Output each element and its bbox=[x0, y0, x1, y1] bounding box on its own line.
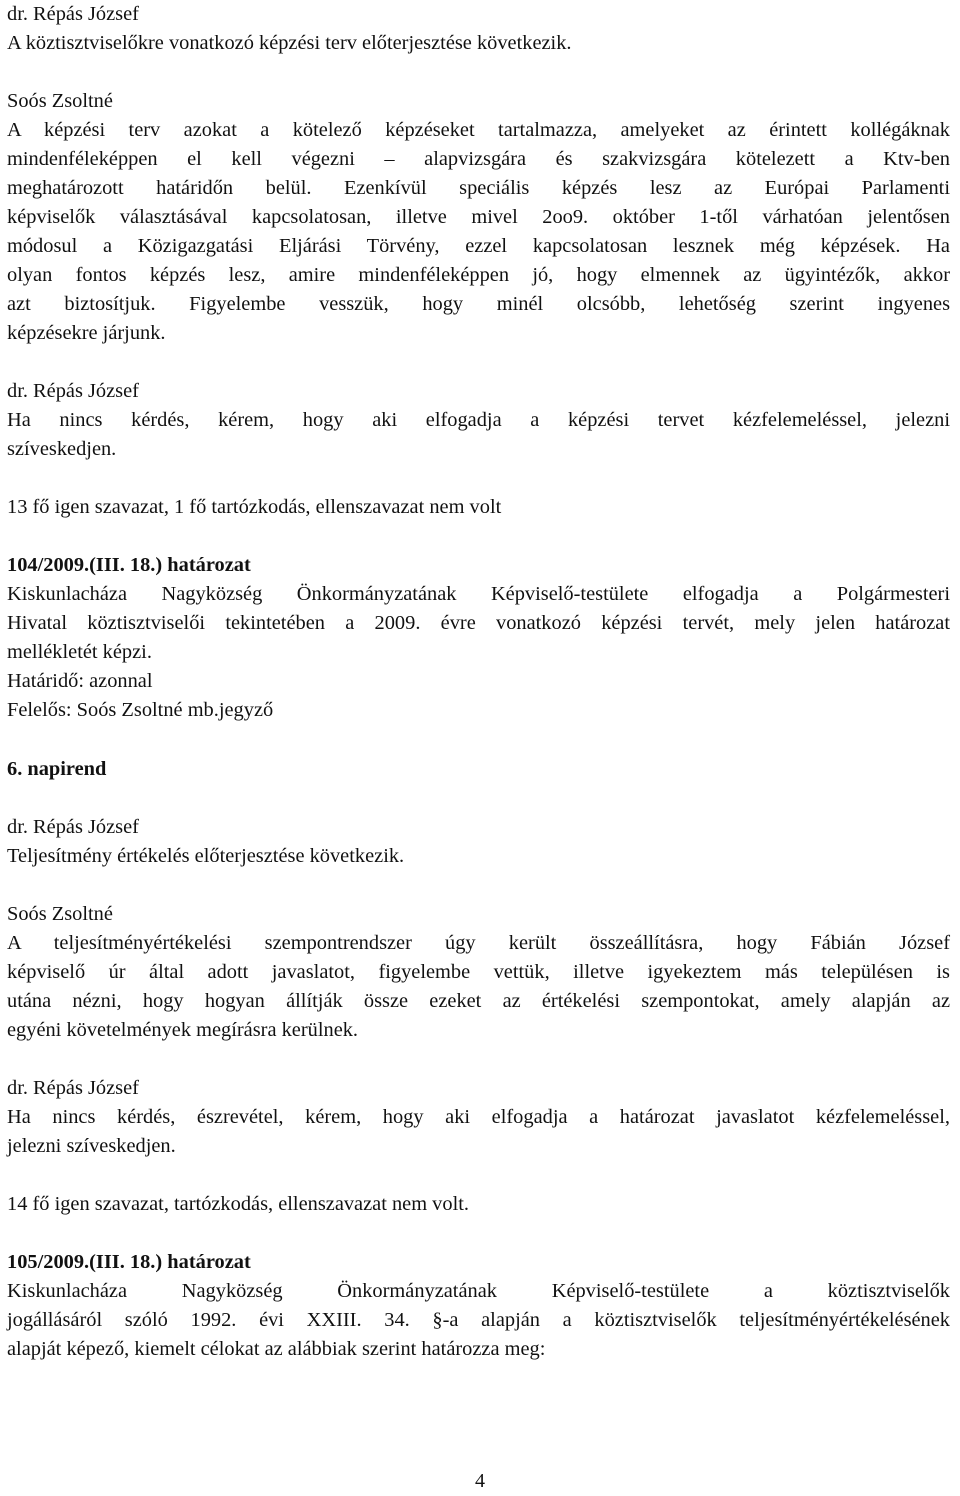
paragraph bbox=[7, 0, 950, 58]
text-line: Ha nincs kérdés, észrevétel, kérem, hogy aki elfogadja a határozat javaslatot kézfelemeléssel, bbox=[7, 1106, 950, 1128]
paragraph bbox=[7, 900, 950, 1045]
text-line: Kiskunlacháza Nagyközség Önkormányzatának Képviselő-testülete elfogadja a Polgármesteri bbox=[7, 583, 950, 605]
text-line: Kiskunlacháza Nagyközség Önkormányzatának Képviselő-testülete a köztisztviselők bbox=[7, 1280, 950, 1302]
text-line: képzésekre járjunk. bbox=[7, 322, 166, 344]
text-line: egyéni követelmények megírásra kerülnek. bbox=[7, 1019, 359, 1041]
text-line: utána nézni, hogy hogyan állítják össze ezeket az értékelési szempontokat, amely alapján az bbox=[7, 990, 950, 1012]
text-line: mellékletét képzi. bbox=[7, 641, 152, 663]
heading-line: 6. napirend bbox=[7, 758, 107, 780]
paragraph bbox=[7, 1190, 950, 1219]
text-line: meghatározott határidőn belül. Ezenkívül speciális képzés lesz az Európai Parlamenti bbox=[7, 177, 950, 199]
paragraph bbox=[7, 551, 950, 725]
text-line: dr. Répás József bbox=[7, 380, 139, 402]
paragraph bbox=[7, 813, 950, 871]
text-line: jogállásáról szóló 1992. évi XXIII. 34. §-a alapján a köztisztviselők teljesítményértékelésének bbox=[7, 1309, 950, 1331]
paragraph bbox=[7, 755, 950, 784]
text-line: 14 fő igen szavazat, tartózkodás, ellenszavazat nem volt. bbox=[7, 1193, 469, 1215]
text-line: Teljesítmény értékelés előterjesztése következik. bbox=[7, 845, 405, 867]
text-line: Soós Zsoltné bbox=[7, 903, 113, 925]
text-line: dr. Répás József bbox=[7, 3, 139, 25]
text-line: dr. Répás József bbox=[7, 816, 139, 838]
text-line: Határidő: azonnal bbox=[7, 670, 153, 692]
paragraph bbox=[7, 1248, 950, 1364]
text-line: 13 fő igen szavazat, 1 fő tartózkodás, ellenszavazat nem volt bbox=[7, 496, 502, 518]
text-line: Ha nincs kérdés, kérem, hogy aki elfogadja a képzési tervet kézfelemeléssel, jelezni bbox=[7, 409, 950, 431]
text-line: szíveskedjen. bbox=[7, 438, 117, 460]
paragraph bbox=[7, 377, 950, 464]
text-line: azt biztosítjuk. Figyelembe vesszük, hogy minél olcsóbb, lehetőség szerint ingyenes bbox=[7, 293, 950, 315]
text-line: Soós Zsoltné bbox=[7, 90, 113, 112]
text-line: Hivatal köztisztviselői tekintetében a 2009. évre vonatkozó képzési tervét, mely jelen határozat bbox=[7, 612, 950, 634]
text-line: képviselők választásával kapcsolatosan, illetve mivel 2oo9. október 1-től várhatóan jelentősen bbox=[7, 206, 950, 228]
paragraph bbox=[7, 1074, 950, 1161]
text-line: Felelős: Soós Zsoltné mb.jegyző bbox=[7, 699, 274, 721]
text-line: alapját képező, kiemelt célokat az alábbiak szerint határozza meg: bbox=[7, 1338, 546, 1360]
text-line: A köztisztviselőkre vonatkozó képzési terv előterjesztése következik. bbox=[7, 32, 572, 54]
text-line: dr. Répás József bbox=[7, 1077, 139, 1099]
paragraph bbox=[7, 493, 950, 522]
text-line: A teljesítményértékelési szempontrendszer úgy került összeállításra, hogy Fábián József bbox=[7, 932, 950, 954]
heading-line: 104/2009.(III. 18.) határozat bbox=[7, 554, 251, 576]
text-line: jelezni szíveskedjen. bbox=[7, 1135, 176, 1157]
text-line: mindenféleképpen el kell végezni – alapvizsgára és szakvizsgára kötelezett a Ktv-ben bbox=[7, 148, 950, 170]
text-line: képviselő úr által adott javaslatot, figyelembe vettük, illetve igyekeztem más településen is bbox=[7, 961, 950, 983]
page-number: 4 bbox=[475, 1470, 485, 1492]
paragraph bbox=[7, 87, 950, 348]
text-line: módosul a Közigazgatási Eljárási Törvény, ezzel kapcsolatosan lesznek még képzések. Ha bbox=[7, 235, 950, 257]
heading-line: 105/2009.(III. 18.) határozat bbox=[7, 1251, 251, 1273]
text-line: A képzési terv azokat a kötelező képzéseket tartalmazza, amelyeket az érintett kollégáknak bbox=[7, 119, 950, 141]
text-line: olyan fontos képzés lesz, amire mindenféleképpen jó, hogy elmennek az ügyintézők, akkor bbox=[7, 264, 950, 286]
